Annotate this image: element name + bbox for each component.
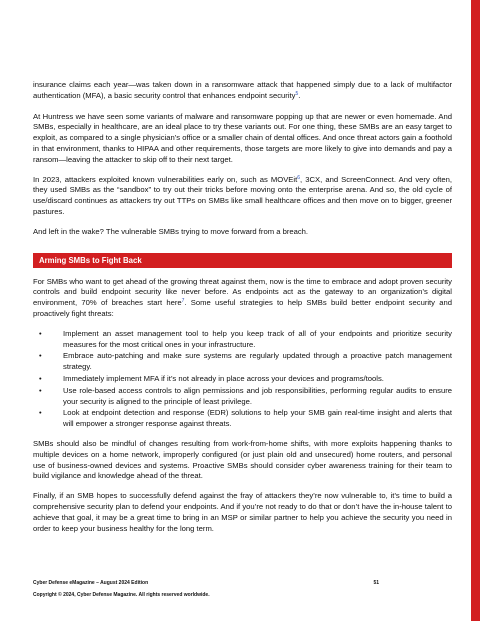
paragraph-work-from-home: SMBs should also be mindful of changes resulting from work-from-home shifts, with more exploits happening thanks to multiple devices on a home network, improperly configured (or just plain old and unsecured) home routers, and personal use of business-owned devices and systems. Proactive SMBs should consider cyber awareness training for their team to build vigilance and knowledge ahead of the threat. (33, 438, 452, 481)
section-heading-bar (33, 253, 452, 268)
article-body (33, 80, 452, 543)
page-number: 51 (373, 580, 379, 586)
paragraph-ransomware-claims: insurance claims each year—was taken down in a ransomware attack that happened simply due to a lack of multifactor authentication (MFA), a basic security control that enhances endpoint security$^5$. (33, 80, 452, 100)
footer-copyright: Copyright © 2024, Cyber Defense Magazine. All rights reserved worldwide. (33, 592, 210, 598)
section-heading: Arming SMBs to Fight Back (39, 255, 142, 265)
footnote-ref-5[interactable]: 5 (295, 90, 299, 97)
page-edge-accent (471, 0, 480, 621)
footnote-ref-6[interactable]: 6 (297, 174, 300, 181)
bullet-icon: • (39, 408, 42, 418)
paragraph-intro: For SMBs who want to get ahead of the growing threat against them, now is the time to embrace and adopt proven security controls and build endpoint security like never before. As endpoints act as the gateway to an organization’s digital environment, 70% of breaches start here$^7$. Some useful strategies to help SMBs build better endpoint security and proactively fight threats: (33, 276, 452, 318)
paragraph-2023-vulnerabilities: In 2023, attackers exploited known vulnerabilities early on, such as MOVEit$^6$, 3CX, and ScreenConnect. And very often, they used SMBs as the “sandbox” to try out their tricks before moving onto the enterprise arena. And so, the old cycle of use/discard continues as attackers try out TTPs on SMBs like small healthcare offices and then move on to bigger, greener pastures. (33, 174, 452, 216)
paragraph-left-in-wake: And left in the wake? The vulnerable SMBs trying to move forward from a breach. (33, 226, 309, 236)
strategy-list (33, 329, 452, 430)
bullet-icon: • (39, 385, 42, 395)
paragraph-huntress-variants: At Huntress we have seen some variants of malware and ransomware popping up that are newer or even homemade. And SMBs, especially in healthcare, are an ideal place to try these variants out. For one thing, these SMBs are an easy target to exploit, as compared to a single physician’s office or a smaller chain of dental offices. And once threat actors gain a foothold in that environment, thanks to HIPAA and other requirements, those targets are more likely to give into demands and pay a ransom—leaving the attacker to skip off to their next target. (33, 111, 452, 164)
list-item: • Use role-based access controls to align permissions and job responsibilities, performing regular audits to ensure your security is aligned to the principle of least privilege. (39, 385, 452, 406)
paragraph-finally: Finally, if an SMB hopes to successfully defend against the fray of attackers they’re now vulnerable to, it’s time to build a comprehensive security plan to defend your endpoints. And if you’re not ready to do that or don’t have the in-house talent to achieve that goal, it may be a great time to bring in an MSP or similar partner to help you achieve the security you need in order to keep your business healthy for the long term. (33, 491, 452, 533)
bullet-icon: • (39, 351, 42, 361)
list-item: • Immediately implement MFA if it’s not already in place across your devices and programs/tools. (39, 373, 384, 383)
footnote-ref-7[interactable]: 7 (181, 298, 185, 305)
footer-edition: Cyber Defense eMagazine – August 2024 Edition (33, 580, 149, 586)
list-item: • Look at endpoint detection and response (EDR) solutions to help your SMB gain real-time insight and alerts that will empower a stronger response against threats. (39, 408, 452, 429)
page-footer (33, 580, 452, 598)
bullet-icon: • (39, 373, 42, 383)
list-item: • Embrace auto-patching and make sure systems are regularly updated through a proactive patch management strategy. (39, 351, 452, 372)
list-item: • Implement an asset management tool to help you keep track of all of your endpoints and prioritize security measures for the most critical ones in your infrastructure. (39, 328, 452, 349)
footer-row (33, 580, 452, 586)
bullet-icon: • (39, 328, 42, 338)
